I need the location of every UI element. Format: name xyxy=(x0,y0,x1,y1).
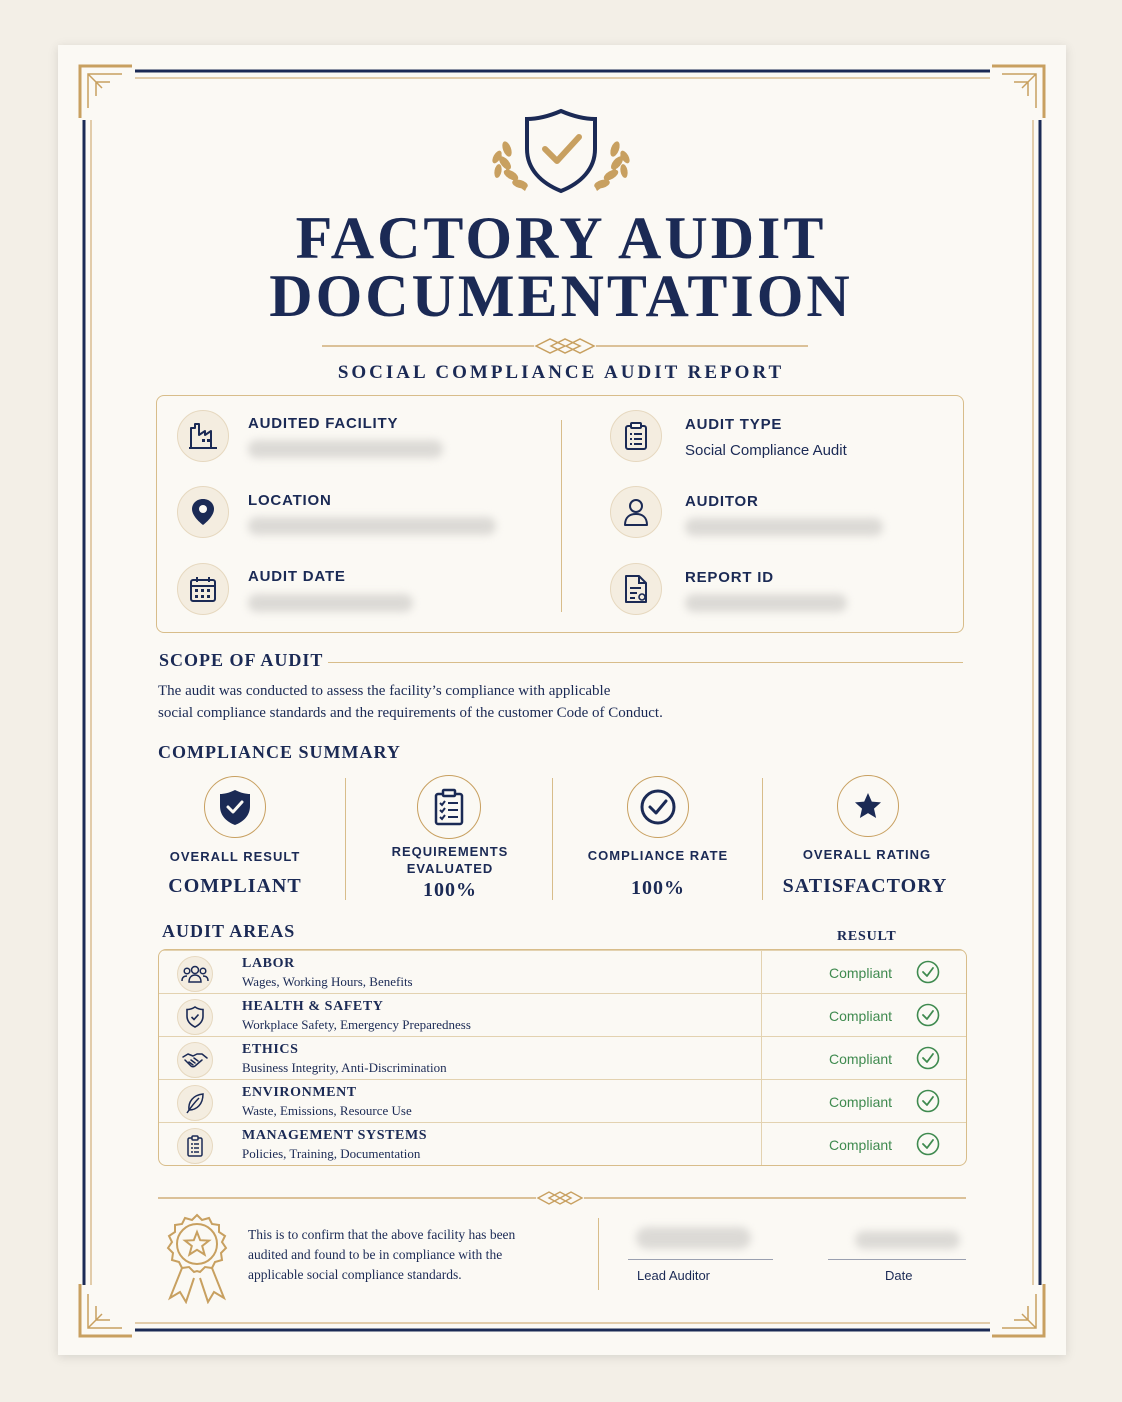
audit-date-label: AUDIT DATE xyxy=(248,568,346,585)
overall-result-value: COMPLIANT xyxy=(168,875,302,897)
area-name: HEALTH & SAFETY xyxy=(242,999,384,1014)
people-icon xyxy=(177,956,213,992)
date-label: Date xyxy=(885,1268,913,1283)
check-circle-icon xyxy=(916,960,940,984)
table-row xyxy=(159,950,966,994)
area-description: Wages, Working Hours, Benefits xyxy=(242,974,413,989)
area-description: Policies, Training, Documentation xyxy=(242,1146,421,1161)
shield-icon xyxy=(177,999,213,1035)
overall-rating-label: OVERALL RATING xyxy=(802,847,932,862)
audited-facility-value-redacted xyxy=(248,440,443,458)
audit-date-value-redacted xyxy=(248,594,413,612)
check-circle-icon xyxy=(916,1046,940,1070)
ornament-divider xyxy=(322,336,808,356)
scope-heading: SCOPE OF AUDIT xyxy=(159,650,324,670)
area-result: Compliant xyxy=(829,1051,893,1067)
leaf-icon xyxy=(177,1085,213,1121)
area-description: Waste, Emissions, Resource Use xyxy=(242,1103,412,1118)
date-value-redacted xyxy=(855,1231,960,1249)
summary-divider xyxy=(762,778,763,900)
certification-statement xyxy=(248,1225,568,1285)
user-icon xyxy=(610,486,662,538)
report-id-value-redacted xyxy=(685,594,847,612)
star-icon xyxy=(837,775,899,837)
clipboard-checklist-icon xyxy=(417,775,481,839)
handshake-icon xyxy=(177,1042,213,1078)
summary-divider xyxy=(345,778,346,900)
audit-areas-heading: AUDIT AREAS xyxy=(162,921,296,941)
table-row xyxy=(159,1036,966,1080)
lead-auditor-signature-line xyxy=(628,1259,773,1260)
shield-check-icon xyxy=(204,776,266,838)
area-result: Compliant xyxy=(829,1137,893,1153)
page-title-line2: DOCUMENTATION xyxy=(269,263,853,329)
certification-line-3: applicable social compliance standards. xyxy=(248,1267,462,1282)
report-subtitle: SOCIAL COMPLIANCE AUDIT REPORT xyxy=(337,362,785,383)
compliance-rate-label: COMPLIANCE RATE xyxy=(587,848,729,863)
location-pin-icon xyxy=(177,486,229,538)
area-name: ENVIRONMENT xyxy=(242,1085,357,1100)
document-icon xyxy=(610,563,662,615)
info-divider xyxy=(561,420,562,612)
check-circle-icon xyxy=(916,1003,940,1027)
area-description: Business Integrity, Anti-Discrimination xyxy=(242,1060,447,1075)
calendar-icon xyxy=(177,563,229,615)
page-title-line1: FACTORY AUDIT xyxy=(295,205,827,271)
table-row xyxy=(159,993,966,1037)
check-circle-icon xyxy=(916,1132,940,1156)
area-result: Compliant xyxy=(829,965,893,981)
report-id-label: REPORT ID xyxy=(685,569,774,586)
overall-result-label: OVERALL RESULT xyxy=(169,849,301,864)
scope-line-1: The audit was conducted to assess the facility’s compliance with applicable xyxy=(158,683,611,699)
certification-line-2: audited and found to be in compliance with the xyxy=(248,1247,503,1262)
scope-text xyxy=(158,680,778,724)
area-description: Workplace Safety, Emergency Preparedness xyxy=(242,1017,471,1032)
audit-type-value: Social Compliance Audit xyxy=(685,442,847,459)
audit-type-label: AUDIT TYPE xyxy=(685,416,783,433)
clipboard-icon xyxy=(177,1128,213,1164)
area-result: Compliant xyxy=(829,1094,893,1110)
audit-areas-table xyxy=(158,949,967,1166)
table-row xyxy=(159,1079,966,1123)
lead-auditor-label: Lead Auditor xyxy=(637,1268,711,1283)
auditor-label: AUDITOR xyxy=(685,493,759,510)
requirements-evaluated-label: REQUIREMENTS EVALUATED xyxy=(391,844,509,876)
area-name: ETHICS xyxy=(242,1042,299,1057)
compliance-rate-value: 100% xyxy=(631,877,685,899)
location-label: LOCATION xyxy=(248,492,332,509)
area-name: MANAGEMENT SYSTEMS xyxy=(242,1128,428,1143)
overall-rating-value: SATISFACTORY xyxy=(782,875,948,897)
date-signature-line xyxy=(828,1259,966,1260)
table-row xyxy=(159,1122,966,1166)
lead-auditor-signature-redacted xyxy=(636,1227,751,1249)
auditor-value-redacted xyxy=(685,518,883,536)
check-circle-icon xyxy=(627,776,689,838)
scope-line-2: social compliance standards and the requirements of the customer Code of Conduct. xyxy=(158,705,663,721)
audited-facility-label: AUDITED FACILITY xyxy=(248,415,399,432)
area-name: LABOR xyxy=(242,956,295,971)
result-column-header: RESULT xyxy=(837,929,897,944)
summary-divider xyxy=(552,778,553,900)
compliance-summary-heading: COMPLIANCE SUMMARY xyxy=(158,742,401,762)
location-value-redacted xyxy=(248,517,496,535)
certification-line-1: This is to confirm that the above facility has been xyxy=(248,1227,516,1242)
area-result: Compliant xyxy=(829,1008,893,1024)
signature-divider xyxy=(598,1218,599,1290)
scope-rule xyxy=(328,662,963,663)
factory-icon xyxy=(177,410,229,462)
clipboard-icon xyxy=(610,410,662,462)
requirements-evaluated-value: 100% xyxy=(423,879,477,901)
footer-ornament-divider xyxy=(158,1188,966,1208)
shield-crest-icon xyxy=(485,105,637,197)
check-circle-icon xyxy=(916,1089,940,1113)
award-seal-icon xyxy=(160,1212,234,1304)
